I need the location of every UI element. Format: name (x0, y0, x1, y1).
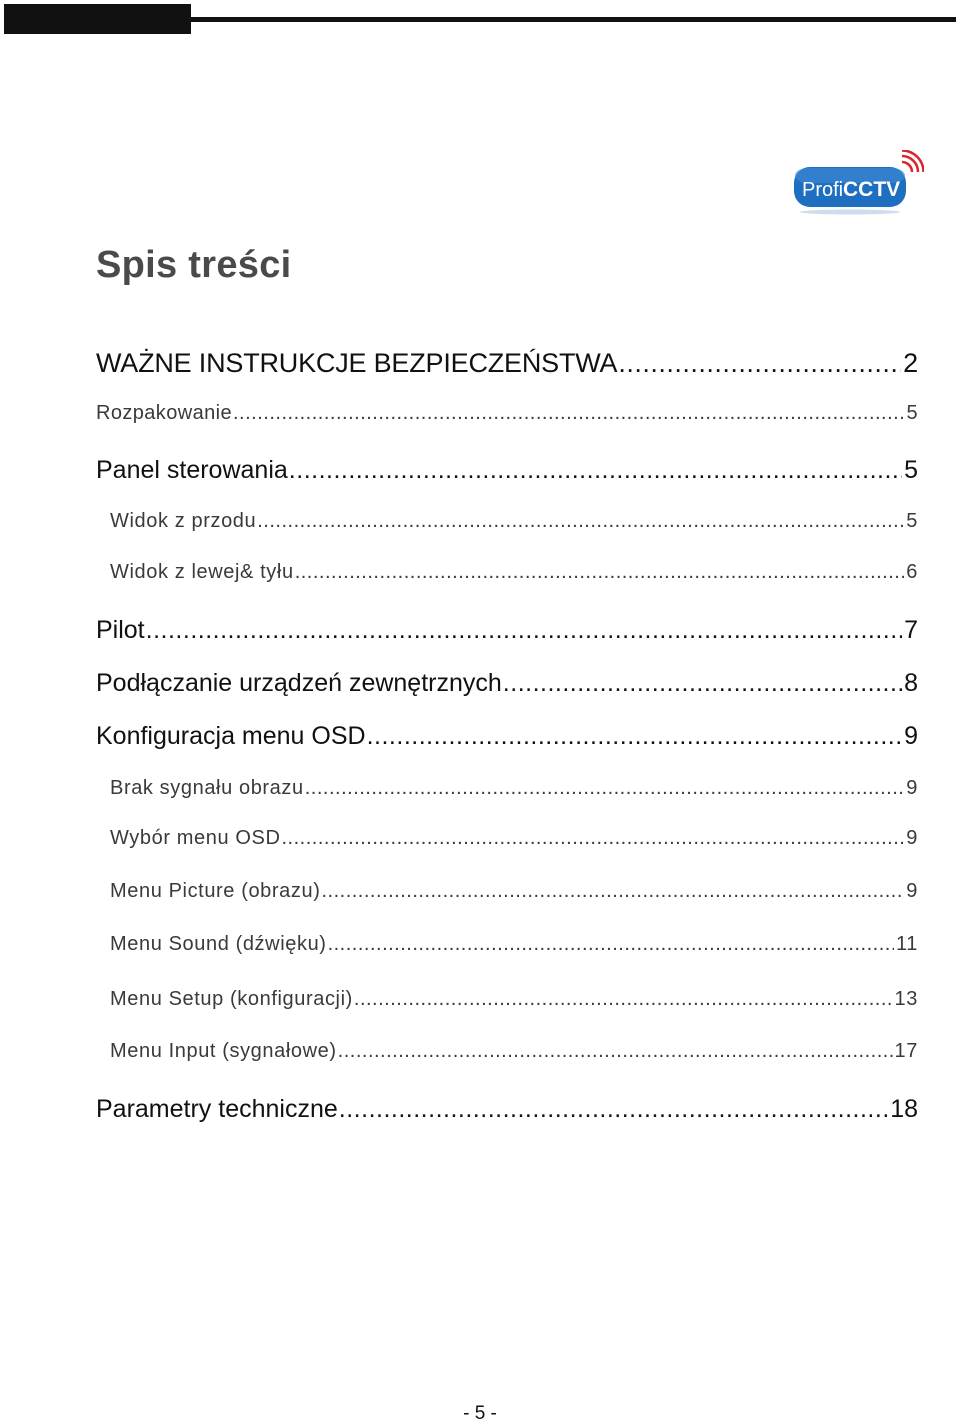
toc-label: WAŻNE INSTRUKCJE BEZPIECZEŃSTWA (96, 348, 618, 378)
toc-page-number: 6 (906, 561, 918, 583)
toc-entry-unpacking[interactable] (96, 403, 918, 423)
toc-entry-osd-select[interactable] (110, 828, 918, 848)
toc-page-number: 8 (904, 669, 918, 697)
toc-label: Pilot (96, 616, 145, 644)
toc-label: Parametry techniczne (96, 1095, 338, 1123)
logo-profi-text: Profi (802, 179, 844, 201)
toc-label: Wybór menu OSD (110, 827, 281, 849)
toc-leader (295, 562, 905, 582)
toc-leader (618, 350, 901, 377)
toc-entry-sound-menu[interactable] (110, 934, 918, 954)
page-title: Spis treści (96, 244, 292, 286)
toc-entry-left-rear-view[interactable] (110, 562, 918, 582)
toc-entry-technical-specs[interactable] (96, 1097, 918, 1122)
toc-leader (282, 828, 905, 848)
toc-entry-external-devices[interactable] (96, 671, 918, 696)
toc-entry-input-menu[interactable] (110, 1041, 918, 1061)
toc-page-number: 9 (904, 722, 918, 750)
toc-label: Widok z lewej& tyłu (110, 561, 294, 583)
toc-leader (305, 778, 905, 798)
toc-entry-picture-menu[interactable] (110, 881, 918, 901)
toc-page-number: 18 (890, 1095, 918, 1123)
toc-leader (257, 511, 904, 531)
toc-entry-remote[interactable] (96, 618, 918, 643)
toc-page-number: 5 (906, 510, 918, 532)
toc-leader (321, 881, 904, 901)
toc-entry-osd-config[interactable] (96, 724, 918, 749)
page-number: - 5 - (463, 1403, 497, 1424)
toc-leader (503, 671, 902, 696)
toc-entry-no-signal[interactable] (110, 778, 918, 798)
toc-leader (338, 1041, 893, 1061)
toc-label: Menu Picture (obrazu) (110, 880, 321, 902)
toc-entry-front-view[interactable] (110, 511, 918, 531)
toc-page-number: 17 (894, 1040, 918, 1062)
toc-page-number: 5 (906, 402, 918, 424)
toc-page-number: 9 (906, 777, 918, 799)
toc-leader (328, 934, 894, 954)
toc-label: Menu Sound (dźwięku) (110, 933, 327, 955)
toc-entry-safety-instructions[interactable] (96, 350, 918, 377)
toc-page-number: 7 (904, 616, 918, 644)
toc-label: Menu Setup (konfiguracji) (110, 988, 353, 1010)
toc-label: Panel sterowania (96, 456, 288, 484)
toc-label: Konfiguracja menu OSD (96, 722, 366, 750)
toc-entry-setup-menu[interactable] (110, 989, 918, 1009)
toc-leader (367, 724, 903, 749)
toc-page-number: 9 (906, 827, 918, 849)
toc-page-number: 2 (903, 348, 918, 378)
toc-leader (354, 989, 893, 1009)
table-of-contents (96, 0, 918, 1423)
toc-page-number: 13 (894, 988, 918, 1010)
toc-label: Menu Input (sygnałowe) (110, 1040, 337, 1062)
logo-cctv-text: CCTV (843, 178, 901, 201)
toc-page-number: 5 (904, 456, 918, 484)
toc-leader (289, 458, 902, 483)
toc-leader (339, 1097, 888, 1122)
toc-entry-control-panel[interactable] (96, 458, 918, 483)
toc-label: Widok z przodu (110, 510, 257, 532)
toc-label: Rozpakowanie (96, 402, 232, 424)
toc-label: Brak sygnału obrazu (110, 777, 304, 799)
toc-page-number: 11 (896, 933, 918, 955)
toc-leader (233, 403, 904, 423)
toc-label: Podłączanie urządzeń zewnętrznych (96, 669, 502, 697)
toc-leader (146, 618, 902, 643)
toc-page-number: 9 (906, 880, 918, 902)
